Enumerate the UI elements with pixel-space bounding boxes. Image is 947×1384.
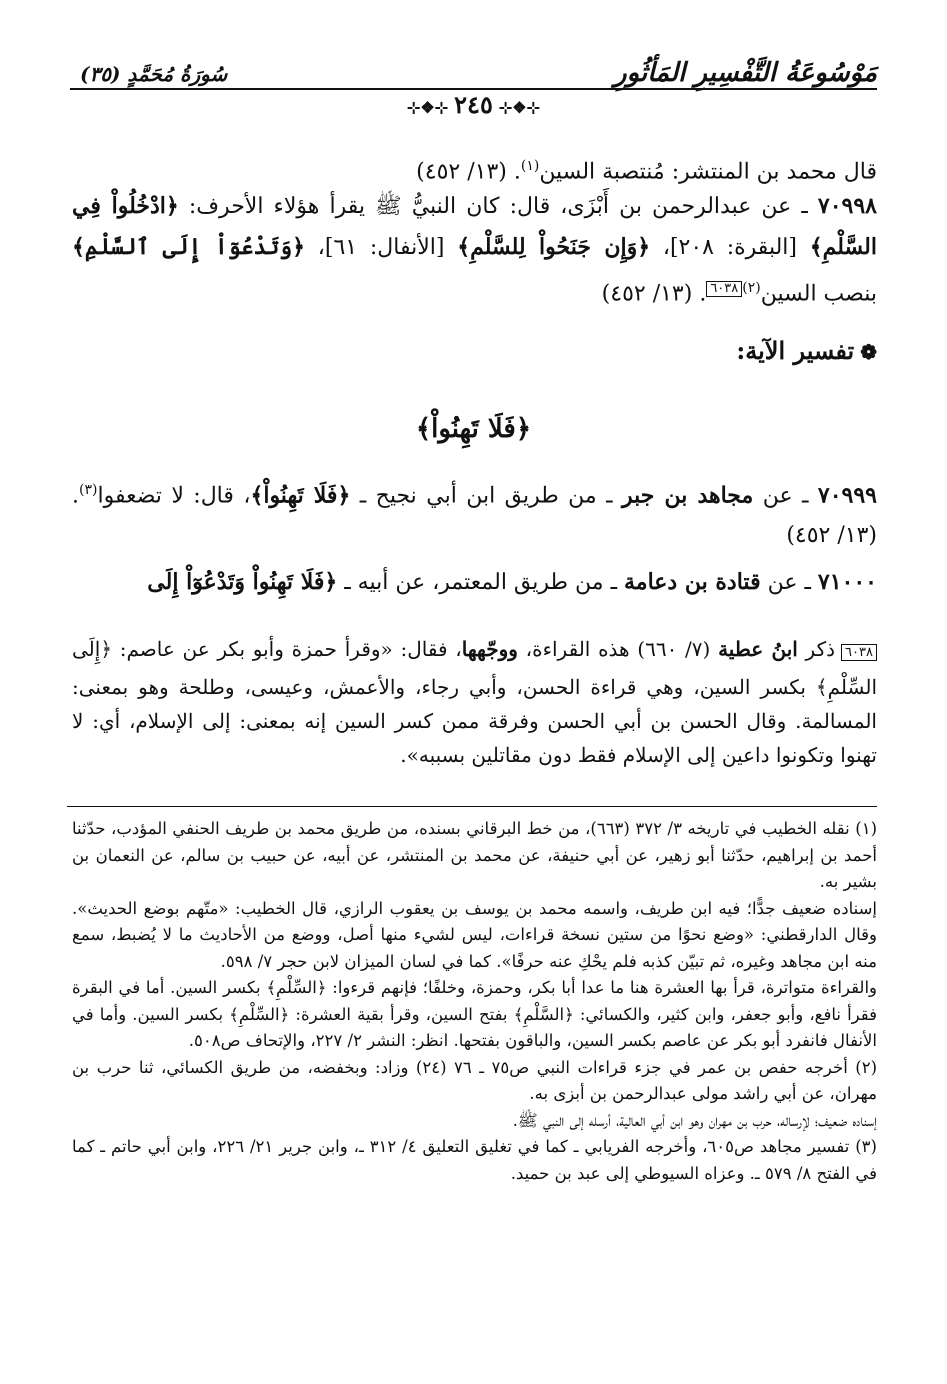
paragraph-3	[72, 470, 877, 556]
paragraph-text: ـ عن عبدالرحمن بن أَبْزَى، قال: كان النبيُّ ﷺ يقرأ هؤلاء الأحرف:	[178, 194, 818, 219]
paragraph-text: ـ عن	[753, 483, 818, 509]
paragraph-text: ـ عن	[760, 570, 818, 595]
book-title: مَوْسُوعَةُ التَّفْسِيرِ المَأثُورِ	[614, 58, 877, 88]
commentary-ref-box: ٦٠٣٨	[706, 281, 742, 297]
volume-ref: . (١٣/ ٤٥٢)	[72, 483, 877, 549]
surah-title: سُورَةُ مُحَمَّدٍ (٣٥)	[80, 62, 228, 86]
footnote-item: والقراءة متواترة، قرأ بها العشرة هنا ما عدا أبا بكر، وحمزة، وخلفًا؛ فإنهم قرءوا: ﴿السِّلْمِ﴾ بكسر السين. أما في البقرة فقرأ نافع، وأبو جعفر، وابن كثير، والكسائي: ﴿السَّلْمِ﴾ بفتح السين، وقرأ بقية العشرة: ﴿السِّلْمِ﴾ بكسر السين. وأما في الأنفال فانفرد أبو بكر عن عاصم بكسر السين، والباقون بفتحها. انظر: النشر ٢/ ٢٢٧، والإتحاف ص٥٠٨.	[72, 978, 877, 1050]
narrator-name: مجاهد بن جبر	[622, 482, 754, 509]
hadith-number: ٧١٠٠٠	[817, 569, 877, 595]
paragraph-2	[72, 186, 877, 314]
hadith-number: ٧٠٩٩٨	[817, 193, 877, 219]
paragraph-text: ـ من طريق المعتمر، عن أبيه ـ	[337, 570, 625, 595]
volume-ref: . (١٣/ ٤٥٢)	[416, 159, 521, 185]
footnote-item: (٢) أخرجه حفص بن عمر في جزء قراءات النبي ص٧٥ ـ ٧٦ (٢٤) وزاد: وبخفضه، من طريق الكسائي، ثنا حرب بن مهران، عن أبي راشد مولى عبدالرحمن بن أبزى به.	[72, 1057, 878, 1103]
quran-quote: ﴿فَلَا تَهِنُواْ وَتَدْعُوٓاْ إِلَى	[147, 569, 338, 595]
page-number-row	[0, 90, 947, 119]
section-heading	[736, 336, 877, 365]
footnote-item: (٣) تفسير مجاهد ص٦٠٥، وأخرجه الفريابي ـ كما في تغليق التعليق ٤/ ٣١٢ ـ، وابن جرير ٢١/ ٢٢٦، وابن أبي حاتم ـ كما في الفتح ٨/ ٥٧٩ ـ. وعزاه السيوطي إلى عبد بن حميد.	[72, 1137, 877, 1183]
verse-heading: ﴿فَلَا تَهِنُواْ﴾	[415, 414, 532, 444]
footnotes	[72, 816, 877, 1187]
hadith-number: ٧٠٩٩٩	[817, 482, 877, 509]
footnote-item: إسناده ضعيف جدًّا؛ فيه ابن طريف، واسمه محمد بن يوسف بن يعقوب الرازي، قال الخطيب: «متّهم بوضع الحديث». وقال الدارقطني: «وضع نحوًا من ستين نسخة قراءات، ليس لشيء منها أصل، ووضع من الأحاديث ما لا يُضبط، سمع منه ابن مجاهد وغيره، ثم تبيّن كذبه فلم يحْكِ عنه حرفًا». كما في لسان الميزان لابن حجر ٧/ ٥٩٨.	[72, 898, 877, 971]
ornament-icon: ⊹❖⊹	[407, 98, 449, 117]
ornament-icon: ⊹❖⊹	[498, 98, 540, 117]
footnote-item: إسناده ضعيف؛ لإرساله، حرب بن مهران وهو ابن أبي العالية، أرسله إلى النبي ﷺ.	[512, 1110, 877, 1130]
commentary-bold: ووجّهها	[461, 637, 518, 661]
footnote-item: (١) نقله الخطيب في تاريخه ٣/ ٣٧٢ (٦٦٣)، من خط البرقاني بسنده، من طريق محمد بن طريف الحنفي المؤدب، حدّثنا أحمد بن إبراهيم، حدّثنا أبو زهير، عن أبي حنيفة، عن محمد بن المنتشر، عن أبيه، عن حبيب بن سالم، عن النعمان بن بشير به.	[72, 819, 877, 891]
footnote-rule	[67, 806, 877, 807]
scholar-name: ابنُ عطية	[718, 637, 798, 661]
flower-ornament-icon: ❁	[860, 340, 877, 364]
quran-source: [البقرة: ٢٠٨]،	[650, 235, 810, 260]
commentary-note	[72, 632, 877, 772]
quran-quote: ﴿وَإِن جَنَحُواْ لِلسَّلْمِ﴾	[457, 234, 651, 260]
quran-quote: ﴿ادْخُلُواْ فِي السَّلْمِ﴾	[72, 193, 877, 260]
quran-quote: ﴿فَلَا تَهِنُواْ﴾	[250, 482, 351, 509]
quran-source: [الأنفال: ٦١]،	[305, 235, 458, 260]
volume-ref: . (١٣/ ٤٥٢)	[601, 281, 707, 307]
quran-quote: ﴿وَتَدْعُوٓاْ إِلَى ٱلسَّلْمِ﴾	[72, 234, 306, 260]
footnote-ref: (١)	[520, 158, 540, 174]
paragraph-text: ، قال: لا تضعفوا	[97, 483, 251, 509]
paragraph-text: قال محمد بن المنتشر: مُنتصبة السين	[539, 159, 877, 185]
narrator-name: قتادة بن دعامة	[624, 569, 761, 595]
commentary-text: ، فقال: «وقرأ حمزة وأبو بكر عن عاصم: ﴿إِلَى السِّلْمِ﴾ بكسر السين، وهي قراءة الحسن، وأبي رجاء، والأعمش، وعيسى، وطلحة وهو بمعنى: المسالمة. وقال الحسن بن أبي الحسن وفرقة ممن كسر السين إنه بمعنى: إلى الإسلام، أي: لا تهنوا وتكونوا داعين إلى الإسلام فقط دون مقاتلين بسببه».	[72, 637, 877, 767]
section-title: تفسير الآية:	[736, 336, 855, 365]
commentary-number-box: ٦٠٣٨	[841, 644, 877, 661]
paragraph-text: ـ من طريق ابن أبي نجيح ـ	[350, 483, 623, 509]
paragraph-text: بنصب السين	[760, 281, 877, 307]
paragraph-4	[72, 562, 877, 603]
page-number: ٢٤٥	[454, 90, 493, 119]
footnote-ref: (٢)	[742, 280, 761, 296]
footnote-ref: (٣)	[79, 482, 98, 498]
commentary-text: ذكر	[797, 637, 836, 661]
commentary-text: (٧/ ٦٦٠) هذه القراءة،	[517, 637, 719, 661]
